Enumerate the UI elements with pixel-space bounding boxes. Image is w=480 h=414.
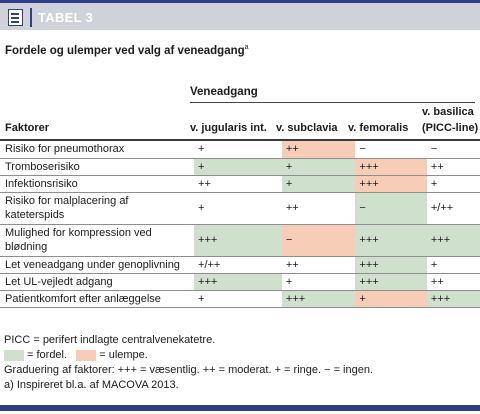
row-value: +++ [355,256,426,273]
legend [4,348,148,362]
row-value: ++ [282,141,356,158]
table-row [0,273,480,290]
row-value: +++ [194,273,282,290]
row-value: ++ [194,175,282,192]
row-value: +++ [355,224,426,256]
row-value: +/++ [427,192,480,224]
row-value: − [355,141,426,158]
row-value: − [427,141,480,158]
row-value: +++ [355,158,426,175]
table-row [0,192,480,224]
row-factor: Patientkomfort efter anlæggelse [0,290,194,307]
row-value: + [282,273,356,290]
row-value: + [282,158,356,175]
row-value: +++ [355,175,426,192]
legend-ulempe: = ulempe. [99,349,148,361]
caption-text: Fordele og ulemper ved valg af veneadgang [5,44,245,57]
row-value: + [194,141,282,158]
table-icon [8,9,23,26]
row-value: +++ [194,224,282,256]
header-femoralis: v. femoralis [348,122,409,134]
row-value: +++ [355,273,426,290]
table-row [0,175,480,192]
row-factor: Infektionsrisiko [0,175,194,192]
header-picc-line: (PICC-line) [422,122,479,134]
legend-fordel: = fordel. [27,349,68,361]
legend-swatch-ulempe [76,350,96,361]
note-source: a) Inspireret bl.a. af MACOVA 2013. [4,379,179,391]
comparison-table [0,141,480,308]
row-factor: Let UL-vejledt adgang [0,273,194,290]
row-value: + [282,175,356,192]
table-row [0,158,480,175]
bottom-bar [0,405,480,411]
row-factor: Risiko for malplacering af kateterspids [0,192,194,224]
row-value: +++ [427,290,480,307]
legend-swatch-fordel [4,350,24,361]
caption-footnote-mark: a [244,44,249,51]
row-value: + [355,290,426,307]
row-value: − [355,192,426,224]
group-underline [190,102,475,103]
row-value: +/++ [194,256,282,273]
row-value: ++ [282,256,356,273]
row-factor: Risiko for pneumothorax [0,141,194,158]
row-value: − [282,224,356,256]
row-factor: Tromboserisiko [0,158,194,175]
table-row [0,256,480,273]
header-subclavia: v. subclavia [276,122,338,134]
table-row [0,290,480,307]
row-factor: Let veneadgang under genoplivning [0,256,194,273]
table-label: TABEL 3 [38,10,94,25]
row-value: + [194,192,282,224]
row-value: + [194,290,282,307]
row-value: + [194,158,282,175]
row-value: +++ [282,290,356,307]
header-basilica: v. basilica [422,106,474,118]
row-value: + [427,175,480,192]
table-row [0,141,480,158]
row-value: + [427,256,480,273]
note-grading: Graduering af faktorer: +++ = væsentlig. ++ = moderat. + = ringe. − = ingen. [4,364,374,376]
note-picc: PICC = perifert indlagte centralvenekatetre. [4,334,216,346]
table-caption [5,44,249,57]
row-value: ++ [427,158,480,175]
table-row [0,224,480,256]
table-header-bar [0,0,480,30]
header-divider [30,8,32,27]
row-value: +++ [427,224,480,256]
row-value: ++ [282,192,356,224]
header-factors: Faktorer [5,122,50,134]
header-jugularis: v. jugularis int. [190,122,267,134]
row-factor: Mulighed for kompression ved blødning [0,224,194,256]
column-group-header: Veneadgang [190,86,258,98]
row-value: ++ [427,273,480,290]
